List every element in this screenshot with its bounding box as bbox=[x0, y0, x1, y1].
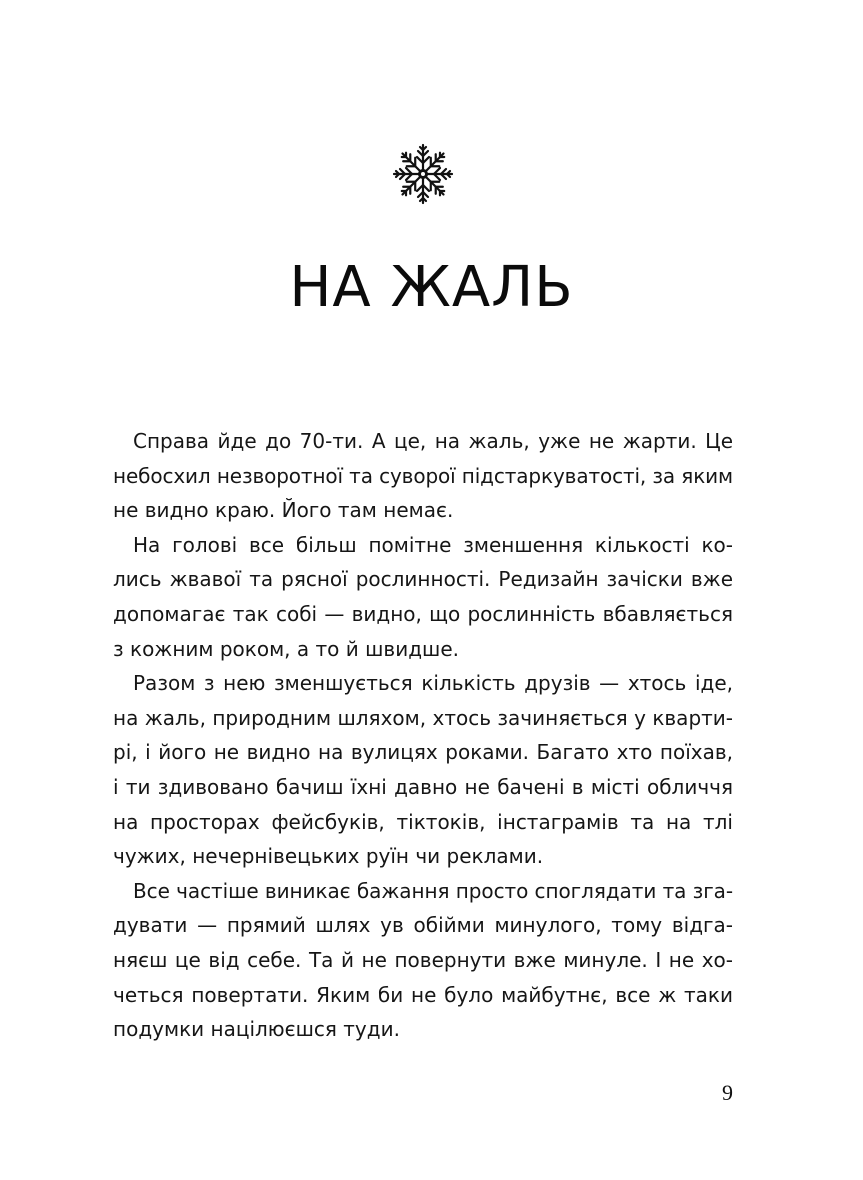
text-line: і ти здивовано бачиш їхні давно не бачені в місті обличчя bbox=[113, 774, 733, 799]
chapter-body bbox=[113, 424, 733, 1047]
text-line: на жаль, природним шляхом, хтось зачиняється у кварти- bbox=[113, 705, 733, 730]
text-line: допомагає так собі — видно, що рослинність вбавляється bbox=[113, 601, 733, 626]
text-line: не видно краю. Його там немає. bbox=[113, 498, 454, 523]
text-line: лись жвавої та рясної рослинності. Редизайн зачіски вже bbox=[113, 567, 733, 592]
text-line: Разом з нею зменшується кількість друзів — хтось іде, bbox=[133, 671, 733, 696]
paragraph bbox=[113, 528, 733, 666]
text-line: На голові все більш помітне зменшення кількості ко- bbox=[133, 532, 733, 557]
text-line: на просторах фейсбуків, тіктоків, інстаграмів та на тлі bbox=[113, 809, 733, 834]
text-line: подумки націлюєшся туди. bbox=[113, 1017, 400, 1042]
snowflake-icon bbox=[391, 142, 455, 206]
chapter-title: НА ЖАЛЬ bbox=[289, 255, 574, 320]
text-line: няєш це від себе. Та й не повернути вже минуле. І не хо- bbox=[113, 947, 733, 972]
text-line: Справа йде до 70-ти. А це, на жаль, уже не жарти. Це bbox=[133, 429, 733, 453]
paragraph bbox=[113, 666, 733, 874]
paragraph bbox=[113, 874, 733, 1047]
paragraph bbox=[113, 424, 733, 528]
text-line: четься повертати. Яким би не було майбутнє, все ж таки bbox=[113, 982, 733, 1007]
page-number: 9 bbox=[722, 1080, 733, 1105]
text-line: рі, і його не видно на вулицях роками. Багато хто поїхав, bbox=[113, 740, 733, 765]
text-line: Все частіше виникає бажання просто споглядати та зга- bbox=[133, 878, 733, 903]
text-line: небосхил незворотної та суворої підстаркуватості, за яким bbox=[113, 463, 733, 488]
text-line: з кожним роком, а то й швидше. bbox=[113, 636, 459, 661]
text-line: чужих, нечернівецьких руїн чи реклами. bbox=[113, 844, 544, 869]
text-line: дувати — прямий шлях ув обійми минулого, тому відга- bbox=[113, 913, 733, 938]
